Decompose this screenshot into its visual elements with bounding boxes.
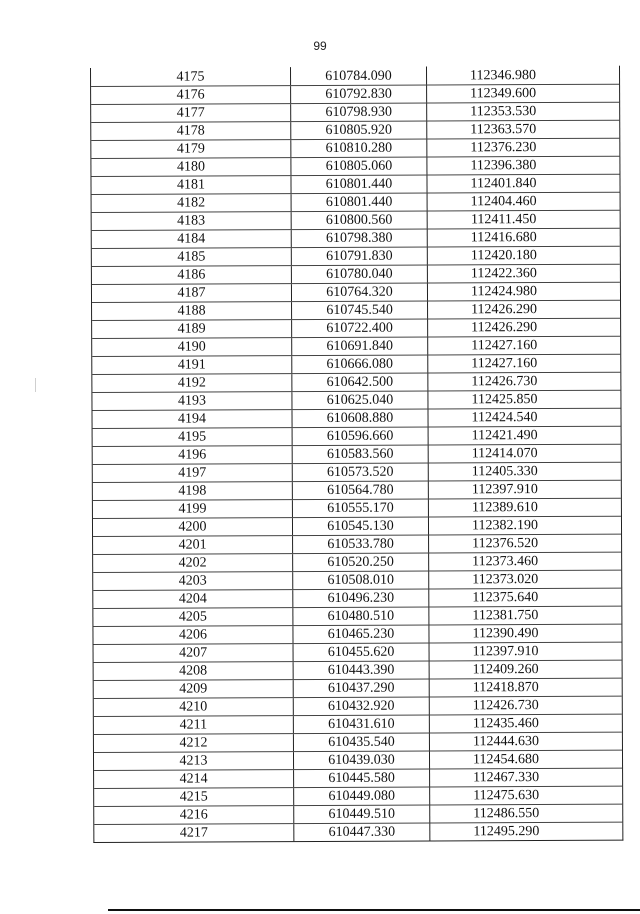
table-row	[92, 282, 620, 302]
northing-cell: 112427.160	[471, 338, 538, 354]
easting-cell: 610508.010	[293, 572, 429, 590]
table-row	[92, 336, 620, 356]
point-id-cell: 4180	[91, 158, 291, 176]
easting-cell: 610596.660	[293, 428, 429, 446]
point-id-cell: 4185	[92, 248, 292, 266]
northing-cell: 112467.330	[473, 770, 540, 786]
easting-cell: 610545.130	[293, 518, 429, 536]
point-id-cell: 4190	[92, 338, 292, 356]
easting-cell: 610691.840	[292, 338, 428, 356]
easting-cell: 610805.060	[291, 158, 427, 176]
easting-cell: 610805.920	[291, 122, 427, 140]
table-row	[94, 822, 622, 842]
easting-cell: 610443.390	[294, 662, 430, 680]
easting-cell: 610573.520	[293, 464, 429, 482]
easting-cell: 610435.540	[294, 734, 430, 752]
point-id-cell: 4215	[94, 788, 294, 806]
point-id-cell: 4216	[94, 806, 294, 824]
point-id-cell: 4195	[93, 428, 293, 446]
table-row	[93, 498, 621, 518]
easting-cell: 610432.920	[294, 698, 430, 716]
northing-cell: 112373.020	[472, 572, 539, 588]
northing-cell: 112495.290	[473, 824, 540, 840]
table-row	[92, 408, 620, 428]
easting-cell: 610431.610	[294, 716, 430, 734]
point-id-cell: 4183	[92, 212, 292, 230]
easting-cell: 610801.440	[291, 176, 427, 194]
easting-cell: 610780.040	[292, 266, 428, 284]
northing-cell: 112363.570	[470, 122, 537, 138]
point-id-cell: 4217	[94, 824, 294, 842]
table-row	[91, 84, 619, 104]
northing-cell: 112376.520	[472, 536, 539, 552]
northing-cell: 112426.290	[471, 302, 538, 318]
easting-cell: 610722.400	[292, 320, 428, 338]
point-id-cell: 4204	[93, 590, 293, 608]
easting-cell: 610784.090	[291, 67, 427, 86]
point-id-cell: 4182	[92, 194, 292, 212]
point-id-cell: 4198	[93, 482, 293, 500]
point-id-cell: 4209	[94, 680, 294, 698]
northing-cell: 112375.640	[472, 590, 539, 606]
easting-cell: 610745.540	[292, 302, 428, 320]
northing-cell: 112475.630	[473, 788, 540, 804]
easting-cell: 610455.620	[294, 644, 430, 662]
table-row	[93, 516, 621, 536]
easting-cell: 610798.930	[291, 104, 427, 122]
table-row	[94, 786, 622, 806]
point-id-cell: 4186	[92, 266, 292, 284]
northing-cell: 112401.840	[470, 176, 537, 192]
easting-cell: 610791.830	[292, 248, 428, 266]
point-id-cell: 4214	[94, 770, 294, 788]
table-row	[91, 174, 619, 194]
easting-cell: 610449.510	[294, 806, 430, 824]
point-id-cell: 4191	[92, 356, 292, 374]
table-row	[93, 426, 621, 446]
northing-cell: 112418.870	[472, 680, 539, 696]
northing-cell: 112396.380	[470, 158, 537, 174]
point-id-cell: 4208	[94, 662, 294, 680]
point-id-cell: 4207	[94, 644, 294, 662]
easting-cell: 610564.780	[293, 482, 429, 500]
table-row	[91, 102, 619, 122]
easting-cell: 610800.560	[292, 212, 428, 230]
table-row	[92, 192, 620, 212]
northing-cell: 112349.600	[470, 86, 537, 102]
page-number: 99	[313, 39, 327, 53]
point-id-cell: 4187	[92, 284, 292, 302]
northing-cell: 112346.980	[470, 68, 537, 84]
table-row	[92, 228, 620, 248]
easting-cell: 610764.320	[292, 284, 428, 302]
point-id-cell: 4194	[92, 410, 292, 428]
northing-cell: 112426.290	[471, 320, 538, 336]
table-row	[93, 480, 621, 500]
easting-cell: 610439.030	[294, 752, 430, 770]
northing-cell: 112390.490	[472, 626, 539, 642]
point-id-cell: 4201	[93, 536, 293, 554]
northing-cell: 112427.160	[471, 356, 538, 372]
easting-cell: 610583.560	[293, 446, 429, 464]
table-row	[94, 714, 622, 734]
northing-cell: 112405.330	[471, 464, 538, 480]
easting-cell: 610533.780	[293, 536, 429, 554]
point-id-cell: 4189	[92, 320, 292, 338]
table-row	[91, 66, 619, 86]
point-id-cell: 4212	[94, 734, 294, 752]
table-row	[91, 156, 619, 176]
table-row	[94, 696, 622, 716]
northing-cell: 112416.680	[470, 230, 537, 246]
point-id-cell: 4205	[93, 608, 293, 626]
easting-cell: 610666.080	[292, 356, 428, 374]
table-row	[94, 642, 622, 662]
table-row	[93, 534, 621, 554]
point-id-cell: 4213	[94, 752, 294, 770]
point-id-cell: 4197	[93, 464, 293, 482]
table-row	[92, 354, 620, 374]
northing-cell: 112382.190	[471, 518, 539, 534]
point-id-cell: 4202	[93, 554, 293, 572]
northing-cell: 112424.540	[471, 410, 538, 426]
point-id-cell: 4203	[93, 572, 293, 590]
easting-cell: 610449.080	[294, 788, 430, 806]
table-row	[93, 606, 621, 626]
easting-cell: 610608.880	[292, 410, 428, 428]
table-row	[94, 804, 622, 824]
table-row	[92, 372, 620, 392]
table-row	[94, 750, 622, 770]
northing-cell: 112353.530	[470, 104, 537, 120]
northing-cell: 112409.260	[472, 662, 539, 678]
table-row	[92, 264, 620, 284]
table-row	[94, 660, 622, 680]
easting-cell: 610437.290	[294, 680, 430, 698]
easting-cell: 610520.250	[293, 554, 429, 572]
table-row	[94, 768, 622, 788]
point-id-cell: 4178	[91, 122, 291, 140]
point-id-cell: 4192	[92, 374, 292, 392]
table-row	[93, 570, 621, 590]
table-row	[92, 390, 620, 410]
point-id-cell: 4206	[93, 626, 293, 644]
table-row	[93, 444, 621, 464]
easting-cell: 610555.170	[293, 500, 429, 518]
scan-mark	[35, 378, 36, 392]
northing-cell: 112420.180	[470, 248, 537, 264]
point-id-cell: 4210	[94, 698, 294, 716]
easting-cell: 610798.380	[292, 230, 428, 248]
table-row	[94, 732, 622, 752]
northing-cell: 112376.230	[470, 140, 537, 156]
point-id-cell: 4199	[93, 500, 293, 518]
northing-cell: 112381.750	[472, 608, 539, 624]
table-row	[92, 318, 620, 338]
point-id-cell: 4196	[93, 446, 293, 464]
easting-cell: 610447.330	[294, 824, 430, 842]
northing-cell: 112421.490	[471, 428, 538, 444]
northing-cell: 112422.360	[470, 266, 537, 282]
northing-cell: 112373.460	[472, 554, 539, 570]
northing-cell: 112425.850	[471, 392, 538, 408]
easting-cell: 610801.440	[292, 194, 428, 212]
easting-cell: 610465.230	[293, 626, 429, 644]
point-id-cell: 4177	[91, 104, 291, 122]
easting-cell: 610480.510	[293, 608, 429, 626]
easting-cell: 610445.580	[294, 770, 430, 788]
point-id-cell: 4200	[93, 518, 293, 536]
coordinate-table	[90, 66, 623, 843]
table-row	[92, 210, 620, 230]
northing-cell: 112486.550	[473, 806, 540, 822]
point-id-cell: 4184	[92, 230, 292, 248]
easting-cell: 610625.040	[292, 392, 428, 410]
point-id-cell: 4193	[92, 392, 292, 410]
bottom-rule	[108, 909, 640, 911]
table-row	[91, 120, 619, 140]
northing-cell: 112397.910	[472, 644, 539, 660]
point-id-cell: 4211	[94, 716, 294, 734]
table-row	[93, 624, 621, 644]
northing-cell: 112397.910	[471, 482, 538, 498]
table-row	[91, 138, 619, 158]
northing-cell: 112426.730	[472, 698, 539, 714]
northing-cell: 112435.460	[472, 716, 539, 732]
point-id-cell: 4179	[91, 140, 291, 158]
northing-cell: 112414.070	[471, 446, 538, 462]
table-row	[92, 246, 620, 266]
point-id-cell: 4175	[91, 67, 291, 86]
northing-cell: 112444.630	[472, 734, 539, 750]
table-row	[93, 588, 621, 608]
point-id-cell: 4188	[92, 302, 292, 320]
northing-cell: 112411.450	[470, 212, 537, 228]
northing-cell: 112426.730	[471, 374, 538, 390]
table-row	[92, 300, 620, 320]
point-id-cell: 4181	[91, 176, 291, 194]
northing-cell: 112424.980	[470, 284, 537, 300]
northing-cell: 112454.680	[472, 752, 540, 768]
table-row	[93, 552, 621, 572]
easting-cell: 610496.230	[293, 590, 429, 608]
point-id-cell: 4176	[91, 86, 291, 104]
easting-cell: 610810.280	[291, 140, 427, 158]
northing-cell: 112404.460	[470, 194, 537, 210]
table-row	[94, 678, 622, 698]
table-row	[93, 462, 621, 482]
easting-cell: 610792.830	[291, 86, 427, 104]
easting-cell: 610642.500	[292, 374, 428, 392]
northing-cell: 112389.610	[471, 500, 538, 516]
